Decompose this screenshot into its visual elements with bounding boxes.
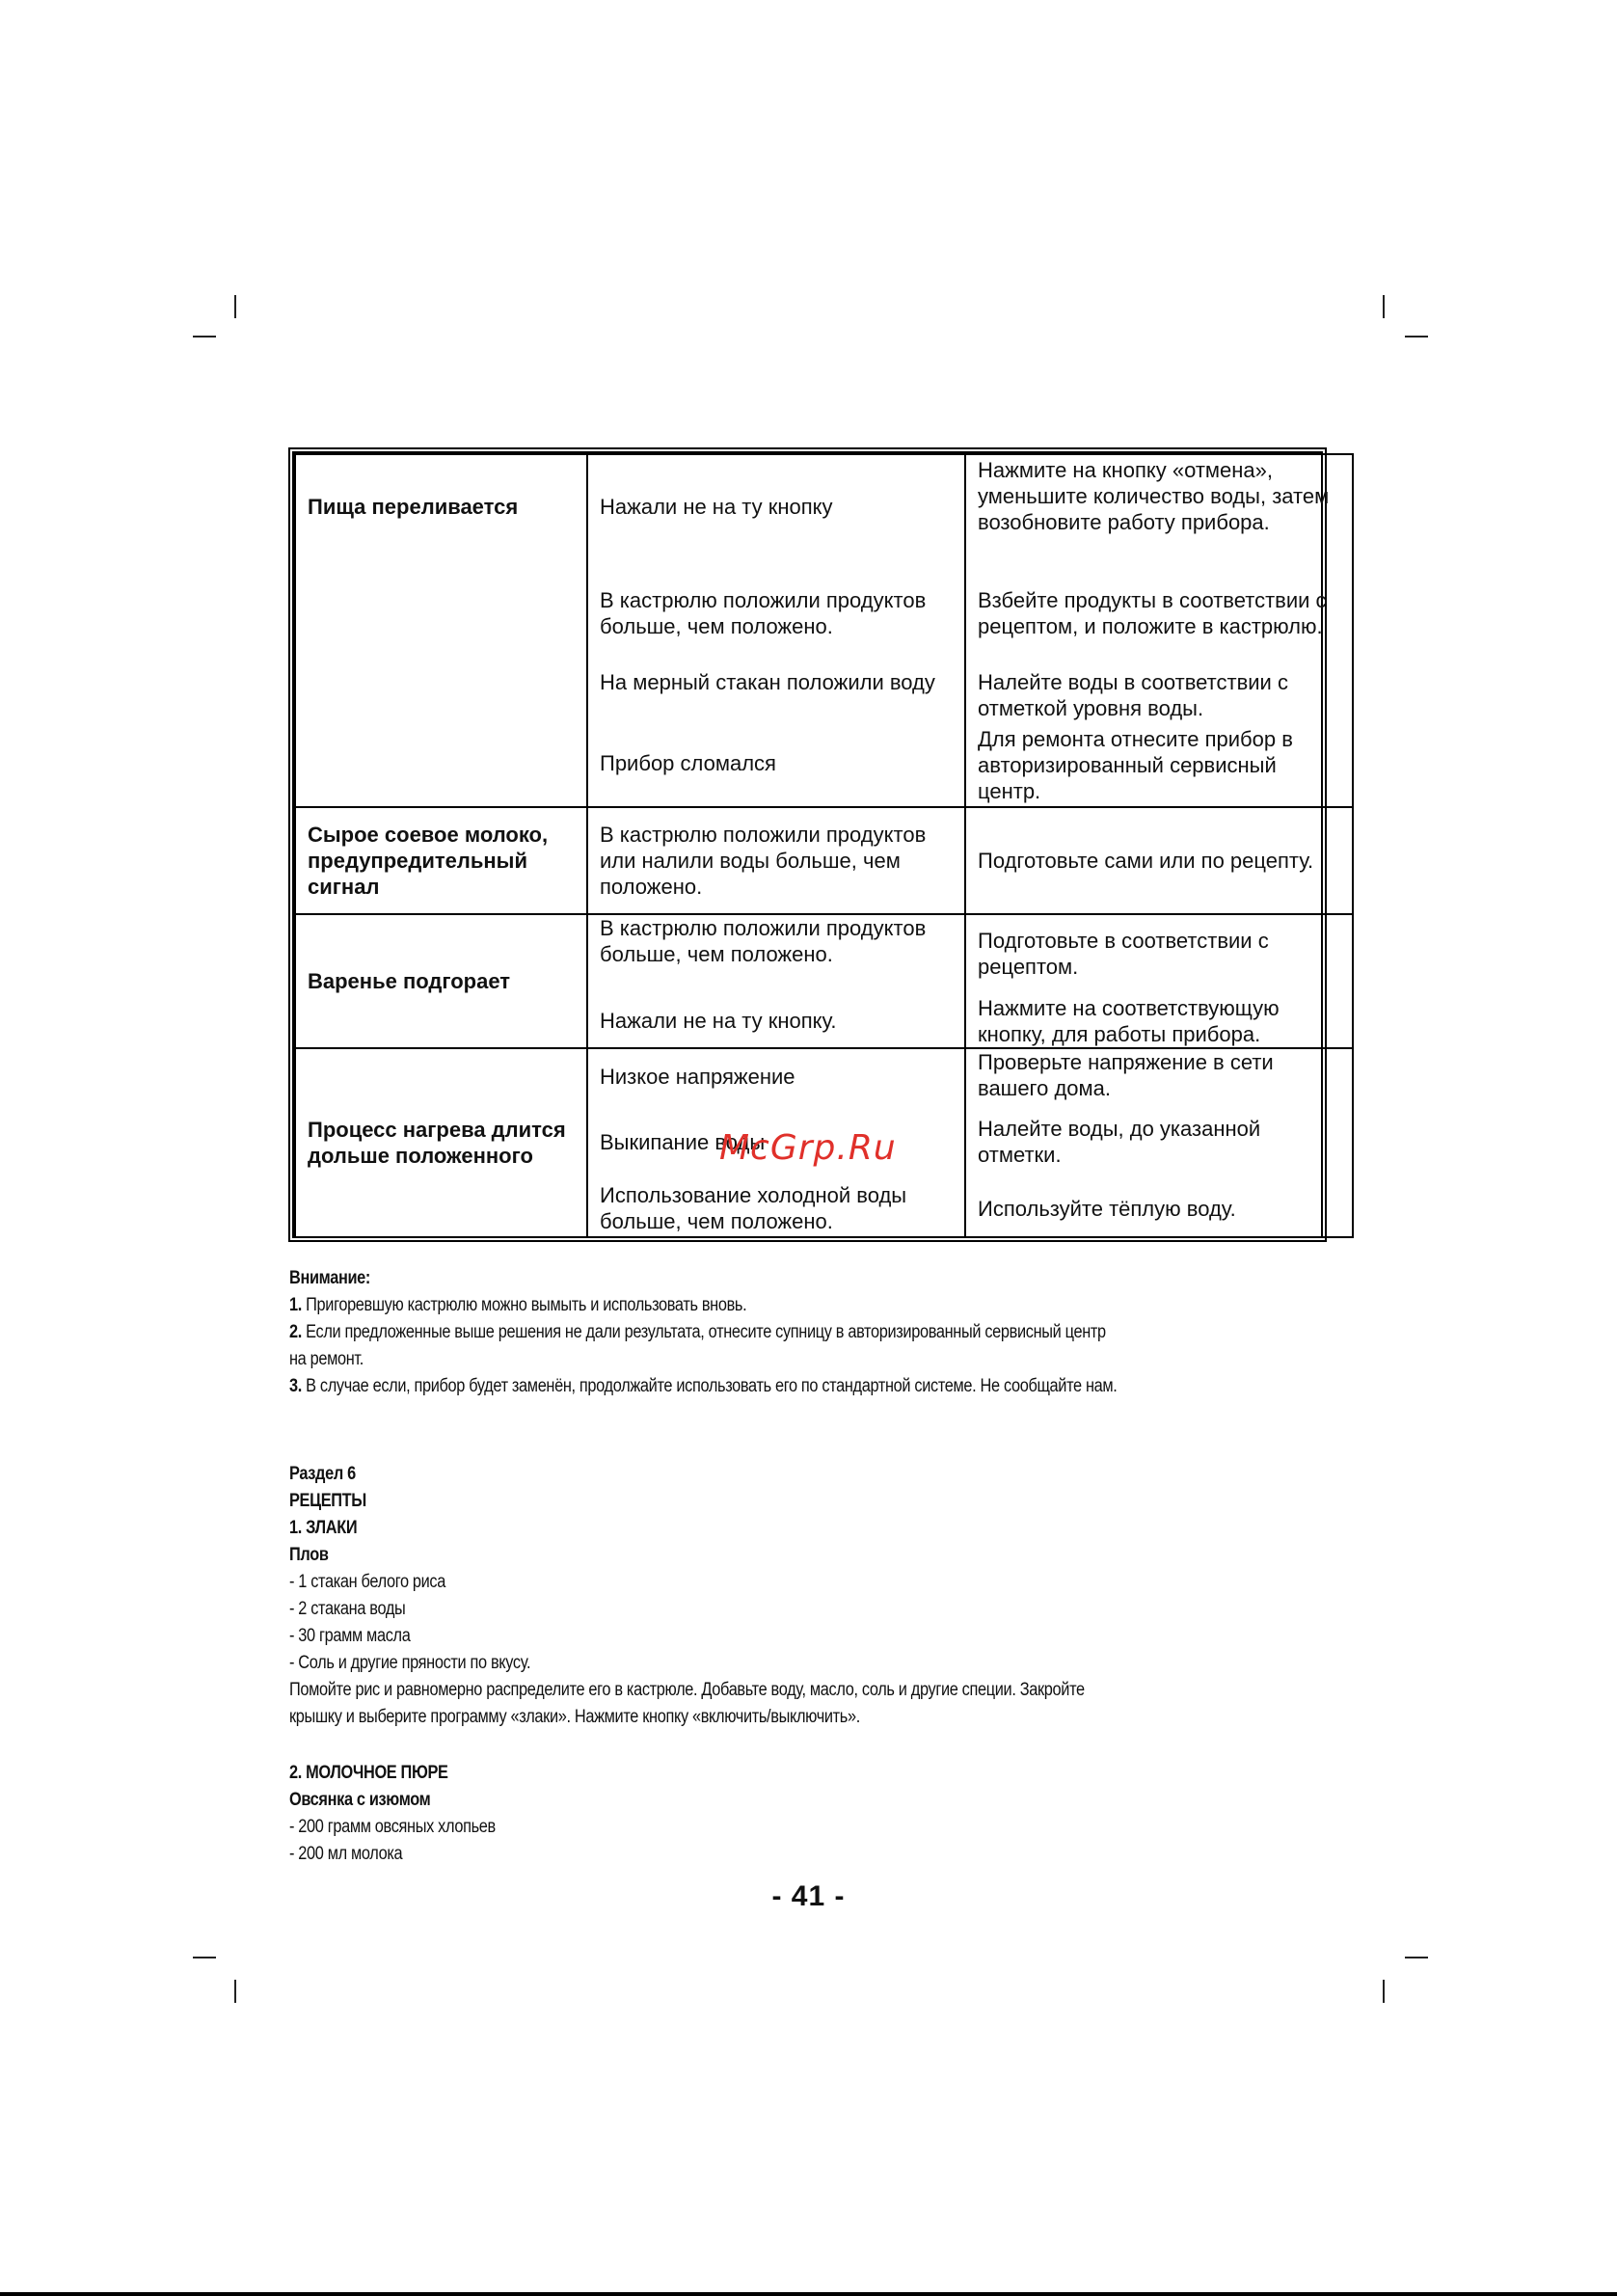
crop-mark xyxy=(1383,295,1385,318)
cause-text: Использование холодной воды больше, чем положено. xyxy=(600,1183,907,1233)
solution-text: Проверьте напряжение в сети вашего дома. xyxy=(978,1050,1274,1100)
dish-title: Плов xyxy=(289,1545,329,1565)
crop-mark xyxy=(1405,1957,1428,1958)
cause-text: Прибор сломался xyxy=(600,751,776,775)
cause-text: Выкипание воды xyxy=(600,1130,766,1154)
solution-text: Используйте тёплую воду. xyxy=(978,1197,1236,1221)
solution-text: Для ремонта отнесите прибор в авторизированный сервисный центр. xyxy=(978,727,1293,803)
attention-item: 2. Если предложенные выше решения не дали результата, отнесите супницу в авторизированный сервисный центр xyxy=(289,1322,1106,1342)
crop-mark xyxy=(1405,336,1428,338)
solution-text: Подготовьте в соответствии с рецептом. xyxy=(978,929,1269,979)
ingredient: - 1 стакан белого риса xyxy=(289,1572,445,1592)
problem-label: Сырое соевое молоко, предупредительный сигнал xyxy=(295,807,587,914)
ingredient: - 200 мл молока xyxy=(289,1844,403,1864)
recipe-category: 2. МОЛОЧНОЕ ПЮРЕ xyxy=(289,1763,448,1783)
solution-text: Подготовьте сами или по рецепту. xyxy=(965,807,1353,914)
cause-text: В кастрюлю положили продуктов больше, чем положено. xyxy=(600,588,927,638)
crop-mark xyxy=(234,1980,236,2003)
table-row xyxy=(295,807,1353,914)
crop-mark xyxy=(1383,1980,1385,2003)
table-row xyxy=(295,454,1353,807)
crop-mark xyxy=(193,336,216,338)
recipe-category: 1. ЗЛАКИ xyxy=(289,1518,358,1538)
table-row xyxy=(295,914,1353,1048)
solution-text: Нажмите на кнопку «отмена», уменьшите количество воды, затем возобновите работу прибора. xyxy=(978,458,1330,534)
problem-label: Процесс нагрева длится дольше положенного xyxy=(295,1048,587,1237)
solution-text: Нажмите на соответствующую кнопку, для работы прибора. xyxy=(978,996,1280,1046)
attention-item: на ремонт. xyxy=(289,1349,364,1369)
page-number: - 41 - xyxy=(771,1880,846,1912)
problem-label: Варенье подгорает xyxy=(295,914,587,1048)
problem-label: Пища переливается xyxy=(308,495,519,519)
attention-item: 1. Пригоревшую кастрюлю можно вымыть и использовать вновь. xyxy=(289,1295,747,1315)
cause-text: В кастрюлю положили продуктов или налили воды больше, чем положено. xyxy=(587,807,965,914)
cause-text: В кастрюлю положили продуктов больше, чем положено. xyxy=(600,916,927,966)
method-text: Помойте рис и равномерно распределите его в кастрюле. Добавьте воду, масло, соль и другие специи. Закройте xyxy=(289,1680,1085,1700)
attention-item: 3. В случае если, прибор будет заменён, продолжайте использовать его по стандартной системе. Не сообщайте нам. xyxy=(289,1376,1118,1396)
cause-text: Нажали не на ту кнопку. xyxy=(600,1009,837,1033)
watermark: McGrp.Ru xyxy=(719,1128,897,1168)
method-text: крышку и выберите программу «злаки». Нажмите кнопку «включить/выключить». xyxy=(289,1707,860,1727)
cause-text: На мерный стакан положили воду xyxy=(600,670,935,694)
cause-text: Нажали не на ту кнопку xyxy=(600,495,833,519)
attention-title: Внимание: xyxy=(289,1268,371,1288)
ingredient: - Соль и другие пряности по вкусу. xyxy=(289,1653,531,1673)
ingredient: - 200 грамм овсяных хлопьев xyxy=(289,1817,496,1837)
ingredient: - 30 грамм масла xyxy=(289,1626,411,1646)
dish-title: Овсянка с изюмом xyxy=(289,1790,431,1810)
crop-mark xyxy=(193,1957,216,1958)
section-label: Раздел 6 xyxy=(289,1464,356,1484)
attention-section xyxy=(289,1265,1331,1400)
ingredient: - 2 стакана воды xyxy=(289,1599,406,1619)
cause-text: Низкое напряжение xyxy=(600,1065,795,1089)
troubleshooting-table xyxy=(288,447,1330,1242)
solution-text: Налейте воды, до указанной отметки. xyxy=(978,1117,1261,1167)
section-title: РЕЦЕПТЫ xyxy=(289,1491,366,1511)
solution-text: Налейте воды в соответствии с отметкой уровня воды. xyxy=(978,670,1288,720)
bottom-rule xyxy=(0,2292,1617,2296)
solution-text: Взбейте продукты в соответствии с рецептом, и положите в кастрюлю. xyxy=(978,588,1327,638)
crop-mark xyxy=(234,295,236,318)
recipes-section xyxy=(289,1461,1331,1868)
